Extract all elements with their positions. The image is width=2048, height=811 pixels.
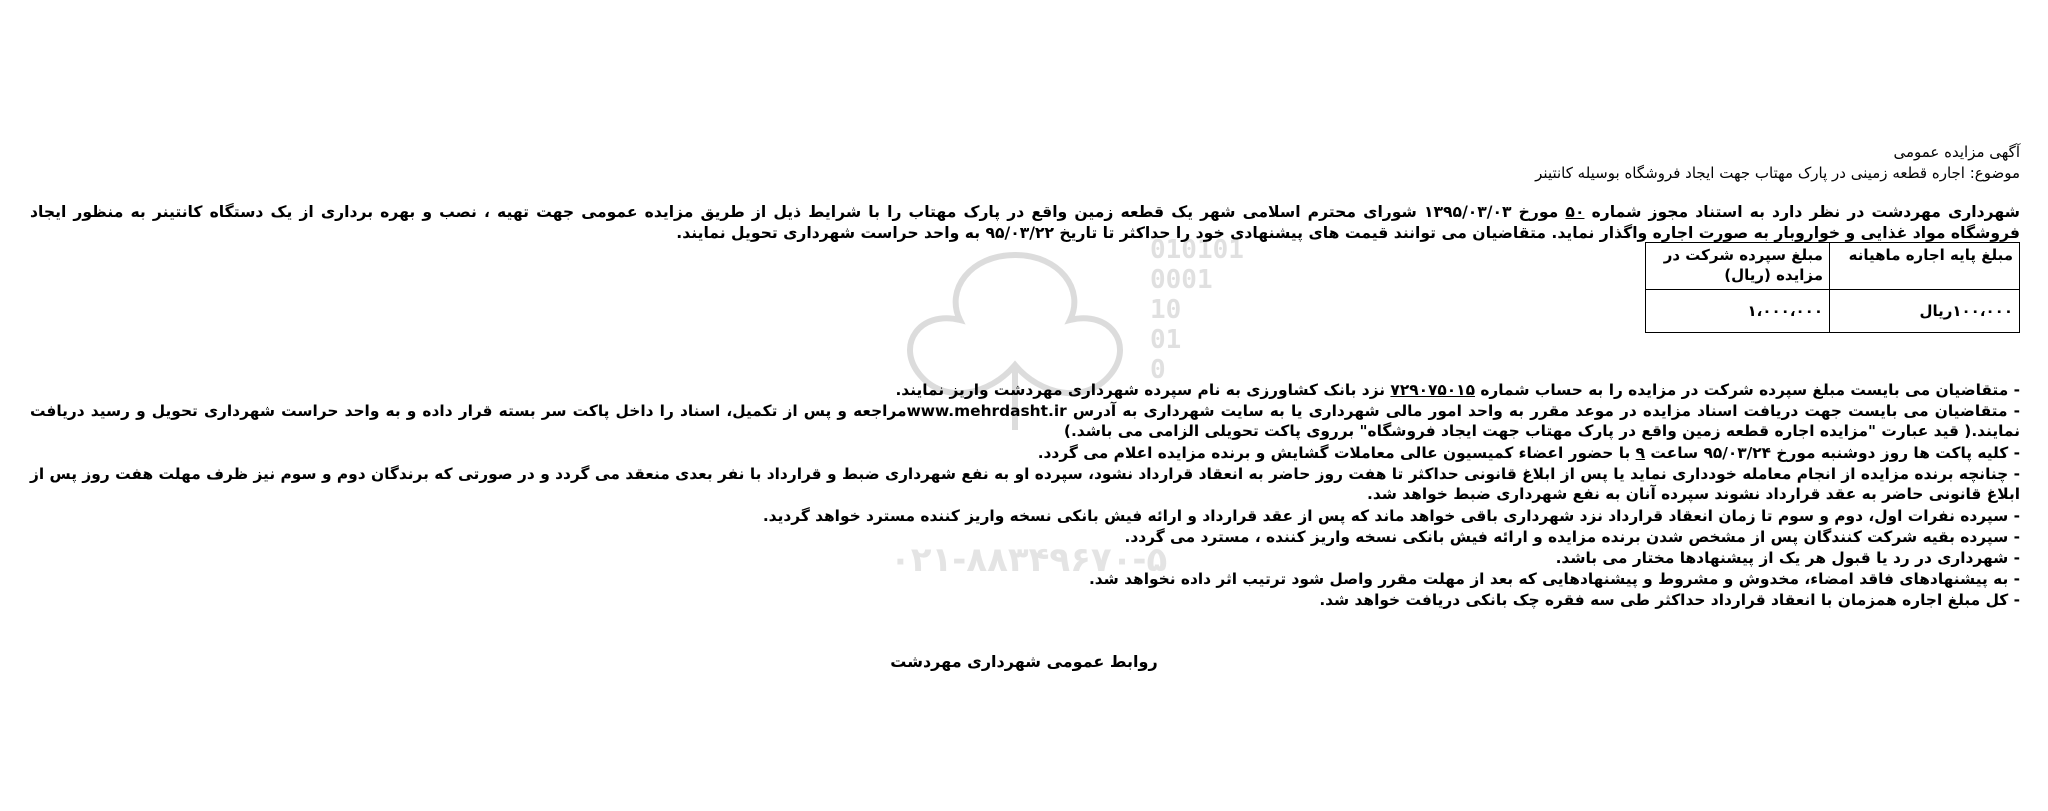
intro-paragraph: [30, 202, 2020, 244]
condition-winner-refusal: - چنانچه برنده مزایده از انجام معامله خودداری نماید یا پس از ابلاغ قانونی حداکثر تا هفت روز حاضر به انعقاد قرارداد نشود، سپرده او به نفع شهرداری ضبط و قرارداد با نفر بعدی منعقد می گردد و در صورتی که برندگان دوم و سوم نیز ظرف مهلت هفت روز پس از ابلاغ قانونی حاضر به عقد قرارداد نشوند سپرده آنان به نفع شهرداری ضبط خواهد شد.: [30, 465, 2020, 503]
intro-text-1: شهرداری مهردشت در نظر دارد به استناد مجوز شماره: [1584, 203, 2020, 221]
watermark-digit-row: 10: [1150, 295, 1182, 325]
condition-discretion: - شهرداری در رد یا قبول هر یک از پیشنهادها مختار می باشد.: [1555, 549, 2020, 567]
account-number: ۷۲۹۰۷۵۰۱۵: [1390, 381, 1475, 399]
watermark-phone: ۰۲۱-۸۸۳۴۹۶۷۰-۵: [890, 540, 1168, 580]
watermark-digit-row: 01: [1150, 325, 1182, 355]
table-value-row: [1646, 290, 2020, 333]
condition-text: با حضور اعضاء کمیسیون عالی معاملات گشایش و برنده مزایده اعلام می گردد.: [1037, 444, 1636, 462]
watermark-digit-row: 0: [1150, 355, 1166, 385]
amounts-table: [1645, 242, 2020, 333]
watermark-digits: [1150, 235, 1260, 385]
condition-invalid-bids: - به پیشنهادهای فاقد امضاء، مخدوش و مشروط و پیشنهادهایی که بعد از مهلت مقرر واصل شود ترتیب اثر داده نخواهد شد.: [1088, 570, 2020, 588]
deposit-header: مبلغ سپرده شرکت در مزایده (ریال): [1646, 243, 1830, 290]
opening-hour: ۹: [1635, 444, 1646, 462]
condition-opening: [30, 443, 2020, 463]
intro-text-2: مورخ ۱۳۹۵/۰۳/۰۳ شورای محترم اسلامی شهر یک قطعه زمین واقع در پارک مهتاب را با شرایط ذیل از طریق مزایده عمومی جهت تهیه ، نصب و بهره برداری از یک دستگاه کانتینر به منظور ایجاد فروشگاه مواد غذایی و خواروبار به صورت اجاره واگذار نماید. متقاضیان می توانند قیمت های پیشنهادی خود را حداکثر تا تاریخ ۹۵/۰۳/۲۲ به واحد حراست شهرداری تحویل نمایند.: [30, 203, 2020, 242]
base-rent-value: ۱۰۰،۰۰۰ریال: [1829, 290, 2019, 333]
condition-payment: - کل مبلغ اجاره همزمان با انعقاد قرارداد حداکثر طی سه فقره چک بانکی دریافت خواهد شد.: [1319, 591, 2020, 609]
condition-text: - کلیه پاکت ها روز دوشنبه مورخ ۹۵/۰۳/۲۴ ساعت: [1645, 444, 2020, 462]
notice-subject: موضوع: اجاره قطعه زمینی در پارک مهتاب جهت ایجاد فروشگاه بوسیله کانتینر: [1535, 164, 2020, 182]
base-rent-header: مبلغ پایه اجاره ماهیانه: [1829, 243, 2019, 290]
watermark-digit-row: 0001: [1150, 265, 1213, 295]
notice-title: آگهی مزایده عمومی: [1893, 143, 2020, 161]
condition-deposit: [30, 380, 2020, 400]
condition-documents: - متقاضیان می بایست جهت دریافت اسناد مزایده در موعد مقرر به واحد امور مالی شهرداری یا به سایت شهرداری به آدرس www.mehrdasht.irمراجعه و پس از تکمیل، اسناد را داخل پاکت سر بسته قرار داده و به واحد حراست شهرداری تحویل و رسید دریافت نمایند.( قید عبارت "مزایده اجاره قطعه زمین واقع در پارک مهتاب جهت ایجاد فروشگاه" برروی پاکت تحویلی الزامی می باشد.): [30, 402, 2020, 440]
condition-text: نزد بانک کشاورزی به نام سپرده شهرداری مهردشت واریز نمایند.: [895, 381, 1391, 399]
signature: روابط عمومی شهرداری مهردشت: [890, 652, 1158, 671]
deposit-value: ۱،۰۰۰،۰۰۰: [1646, 290, 1830, 333]
condition-other-deposits: - سپرده بقیه شرکت کنندگان پس از مشخص شدن برنده مزایده و ارائه فیش بانکی نسخه واریز کننده ، مسترد می گردد.: [1124, 528, 2020, 546]
watermark-digit-row: 010101: [1150, 235, 1244, 265]
table-header-row: [1646, 243, 2020, 290]
condition-text: - متقاضیان می بایست مبلغ سپرده شرکت در مزایده را به حساب شماره: [1474, 381, 2020, 399]
permit-number: ۵۰: [1565, 203, 1585, 221]
condition-top-deposits: - سپرده نفرات اول، دوم و سوم تا زمان انعقاد قرارداد نزد شهرداری باقی خواهد ماند که پس از عقد قرارداد و ارائه فیش بانکی نسخه واریز کننده مسترد خواهد گردید.: [762, 507, 2020, 525]
